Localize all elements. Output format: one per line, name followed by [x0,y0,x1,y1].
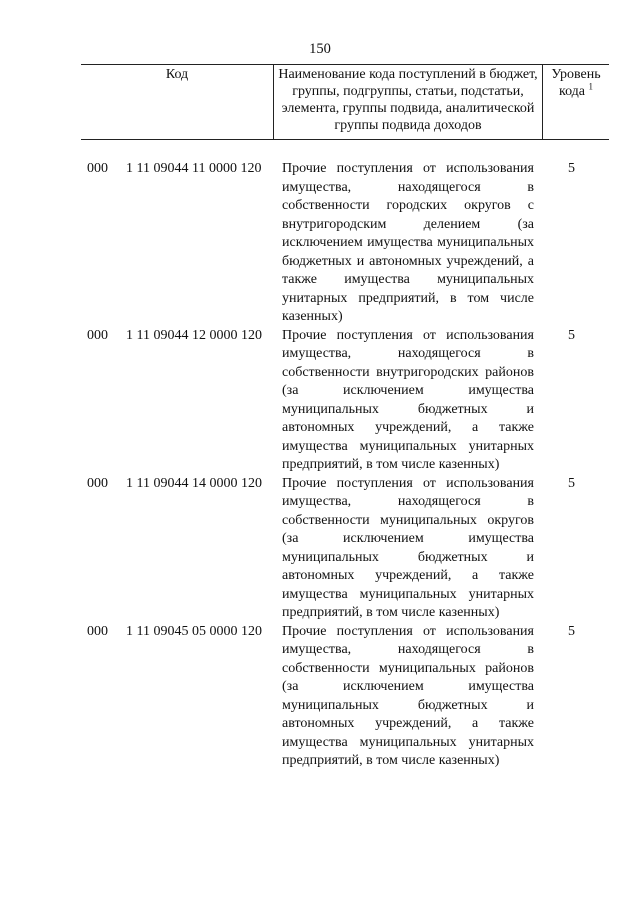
row-code: 1 11 09044 14 0000 120 [126,475,262,491]
table-header [81,64,609,140]
header-level [543,65,609,139]
row-prefix: 000 [87,327,108,343]
header-name: Наименование кода поступлений в бюджет, группы, подгруппы, статьи, подстатьи, элемента, группы подвида, аналитической группы подвида доходов [273,65,543,139]
table-row [0,623,640,771]
header-level-footnote: 1 [588,81,594,92]
row-prefix: 000 [87,161,108,176]
page-number: 150 [309,41,331,57]
row-prefix: 000 [87,623,108,639]
row-code: 1 11 09044 12 0000 120 [126,327,262,343]
row-code: 1 11 09044 11 0000 120 [126,161,262,176]
row-description: Прочие поступления от использования имущества, находящегося в собственности внутригородских районов (за исключением имущества муниципальных бюджетных и автономных учреждений, а также имущества муниципальных унитарных предприятий, в том числе казенных) [282,327,534,472]
row-description: Прочие поступления от использования имущества, находящегося в собственности городских округов с внутригородским делением (за исключением имущества муниципальных бюджетных и автономных учреждений, а также имущества муниципальных унитарных предприятий, в том числе казенных) [282,161,534,324]
table-row [0,160,640,327]
table-row [0,475,640,623]
header-code: Код [165,67,189,82]
row-description: Прочие поступления от использования имущества, находящегося в собственности муниципальных округов (за исключением имущества муниципальных бюджетных и автономных учреждений, а также имущества муниципальных унитарных предприятий, в том числе казенных) [282,475,534,620]
row-level: 5 [568,161,575,176]
table-row [0,327,640,475]
row-level: 5 [568,475,575,491]
row-prefix: 000 [87,475,108,491]
row-level: 5 [568,327,575,343]
header-level-label: Уровень кода [551,67,601,99]
row-level: 5 [568,623,575,639]
table-body [0,160,640,771]
row-description: Прочие поступления от использования имущества, находящегося в собственности муниципальных районов (за исключением имущества муниципальных бюджетных и автономных учреждений, а также имущества муниципальных унитарных предприятий, в том числе казенных) [282,623,534,768]
row-code: 1 11 09045 05 0000 120 [126,623,262,639]
